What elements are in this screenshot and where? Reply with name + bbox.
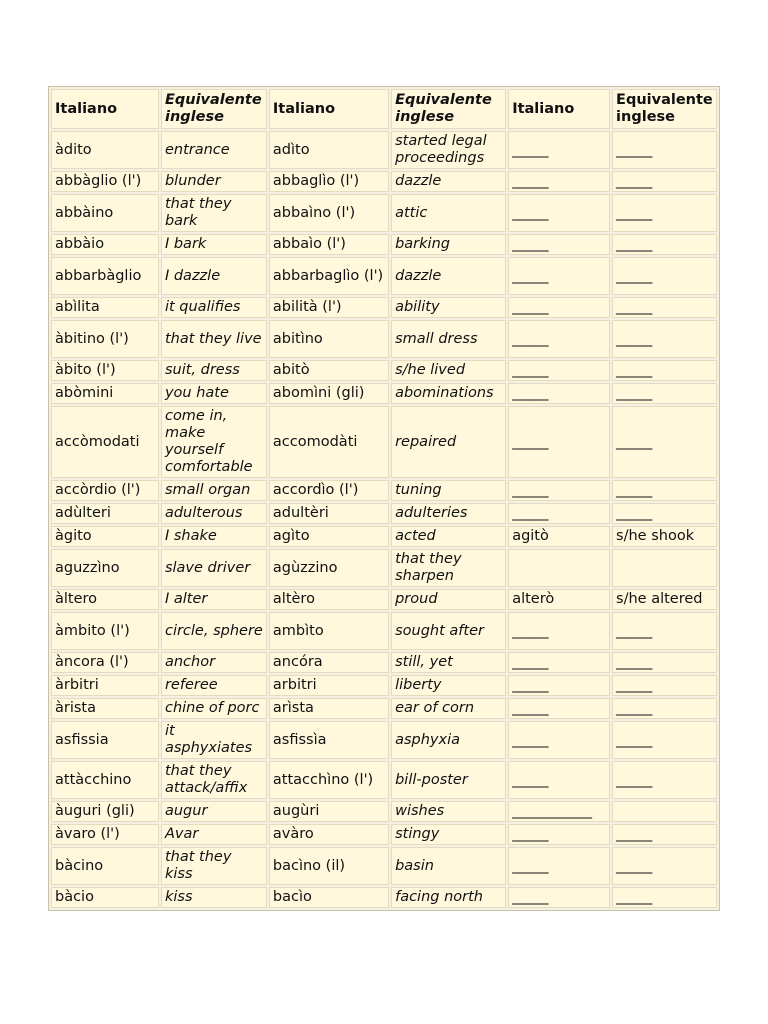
cell-inglese-3: _____ bbox=[612, 383, 717, 404]
cell-italiano-2: abbaìo (l') bbox=[269, 234, 389, 255]
cell-inglese-1: adulterous bbox=[161, 503, 267, 524]
table-row bbox=[51, 171, 717, 192]
cell-inglese-2: repaired bbox=[391, 406, 506, 478]
cell-inglese-2: stingy bbox=[391, 824, 506, 845]
cell-italiano-1: abòmini bbox=[51, 383, 159, 404]
cell-inglese-1: referee bbox=[161, 675, 267, 696]
cell-inglese-2: that they sharpen bbox=[391, 549, 506, 587]
cell-italiano-3: _____ bbox=[508, 652, 610, 673]
cell-italiano-3: _____ bbox=[508, 480, 610, 501]
cell-italiano-1: àrista bbox=[51, 698, 159, 719]
cell-italiano-1: àmbito (l') bbox=[51, 612, 159, 650]
table-row bbox=[51, 406, 717, 478]
cell-italiano-3: _____ bbox=[508, 761, 610, 799]
cell-inglese-2: ear of corn bbox=[391, 698, 506, 719]
cell-inglese-2: wishes bbox=[391, 801, 506, 822]
cell-italiano-3: _____ bbox=[508, 171, 610, 192]
cell-italiano-2: ambìto bbox=[269, 612, 389, 650]
cell-italiano-3: _____ bbox=[508, 503, 610, 524]
cell-italiano-2: adultèri bbox=[269, 503, 389, 524]
table-row bbox=[51, 612, 717, 650]
header-italiano-3: Italiano bbox=[508, 89, 610, 129]
cell-inglese-3: _____ bbox=[612, 698, 717, 719]
cell-italiano-1: abbarbàglio bbox=[51, 257, 159, 295]
cell-italiano-1: àbitino (l') bbox=[51, 320, 159, 358]
cell-inglese-3: _____ bbox=[612, 612, 717, 650]
cell-inglese-3: _____ bbox=[612, 503, 717, 524]
cell-inglese-2: tuning bbox=[391, 480, 506, 501]
cell-inglese-1: anchor bbox=[161, 652, 267, 673]
cell-italiano-3: _____ bbox=[508, 612, 610, 650]
cell-inglese-3: s/he shook bbox=[612, 526, 717, 547]
cell-inglese-2: s/he lived bbox=[391, 360, 506, 381]
cell-inglese-1: kiss bbox=[161, 887, 267, 908]
cell-inglese-1: slave driver bbox=[161, 549, 267, 587]
cell-italiano-3: ___________ bbox=[508, 801, 610, 822]
cell-italiano-1: àgito bbox=[51, 526, 159, 547]
table-row bbox=[51, 234, 717, 255]
cell-inglese-2: ability bbox=[391, 297, 506, 318]
cell-inglese-1: that they attack/affix bbox=[161, 761, 267, 799]
cell-inglese-1: augur bbox=[161, 801, 267, 822]
cell-italiano-1: attàcchino bbox=[51, 761, 159, 799]
cell-inglese-1: I bark bbox=[161, 234, 267, 255]
cell-italiano-2: abbaìno (l') bbox=[269, 194, 389, 232]
cell-italiano-3: _____ bbox=[508, 360, 610, 381]
cell-italiano-3: _____ bbox=[508, 721, 610, 759]
cell-inglese-3: _____ bbox=[612, 761, 717, 799]
cell-italiano-1: abbàio bbox=[51, 234, 159, 255]
header-row bbox=[51, 89, 717, 129]
header-equivalente-inglese-1: Equivalente inglese bbox=[161, 89, 267, 129]
cell-italiano-3: _____ bbox=[508, 257, 610, 295]
cell-inglese-1: that they kiss bbox=[161, 847, 267, 885]
cell-inglese-1: suit, dress bbox=[161, 360, 267, 381]
cell-inglese-2: dazzle bbox=[391, 171, 506, 192]
table-row bbox=[51, 194, 717, 232]
cell-italiano-2: accomodàti bbox=[269, 406, 389, 478]
cell-inglese-3: _____ bbox=[612, 675, 717, 696]
cell-italiano-2: adìto bbox=[269, 131, 389, 169]
cell-italiano-1: àrbitri bbox=[51, 675, 159, 696]
cell-italiano-3: _____ bbox=[508, 320, 610, 358]
cell-italiano-2: ancóra bbox=[269, 652, 389, 673]
cell-inglese-3: _____ bbox=[612, 131, 717, 169]
table-row bbox=[51, 824, 717, 845]
cell-italiano-1: abbàino bbox=[51, 194, 159, 232]
cell-italiano-2: agìto bbox=[269, 526, 389, 547]
cell-inglese-2: acted bbox=[391, 526, 506, 547]
cell-inglese-2: facing north bbox=[391, 887, 506, 908]
cell-inglese-2: bill-poster bbox=[391, 761, 506, 799]
cell-inglese-3 bbox=[612, 549, 717, 587]
cell-inglese-1: I alter bbox=[161, 589, 267, 610]
cell-inglese-1: Avar bbox=[161, 824, 267, 845]
cell-inglese-2: still, yet bbox=[391, 652, 506, 673]
cell-italiano-1: àbito (l') bbox=[51, 360, 159, 381]
cell-italiano-1: bàcio bbox=[51, 887, 159, 908]
cell-inglese-3 bbox=[612, 801, 717, 822]
cell-italiano-1: bàcino bbox=[51, 847, 159, 885]
table-row bbox=[51, 526, 717, 547]
header-italiano-2: Italiano bbox=[269, 89, 389, 129]
cell-italiano-1: abbàglio (l') bbox=[51, 171, 159, 192]
table-row bbox=[51, 503, 717, 524]
cell-italiano-1: àdito bbox=[51, 131, 159, 169]
cell-italiano-1: àuguri (gli) bbox=[51, 801, 159, 822]
cell-italiano-2: asfissìa bbox=[269, 721, 389, 759]
cell-inglese-3: _____ bbox=[612, 847, 717, 885]
table-row bbox=[51, 297, 717, 318]
cell-inglese-1: you hate bbox=[161, 383, 267, 404]
cell-inglese-1: entrance bbox=[161, 131, 267, 169]
table-row bbox=[51, 320, 717, 358]
cell-inglese-3: _____ bbox=[612, 297, 717, 318]
cell-inglese-1: small organ bbox=[161, 480, 267, 501]
cell-inglese-2: asphyxia bbox=[391, 721, 506, 759]
cell-italiano-2: bacìno (il) bbox=[269, 847, 389, 885]
table-row bbox=[51, 652, 717, 673]
table-row bbox=[51, 887, 717, 908]
cell-italiano-2: abitìno bbox=[269, 320, 389, 358]
cell-italiano-2: avàro bbox=[269, 824, 389, 845]
cell-inglese-1: circle, sphere bbox=[161, 612, 267, 650]
cell-italiano-3: _____ bbox=[508, 847, 610, 885]
table-row bbox=[51, 721, 717, 759]
cell-italiano-2: bacìo bbox=[269, 887, 389, 908]
cell-italiano-2: abbarbaglìo (l') bbox=[269, 257, 389, 295]
cell-inglese-2: adulteries bbox=[391, 503, 506, 524]
cell-inglese-3: _____ bbox=[612, 320, 717, 358]
cell-italiano-1: asfissia bbox=[51, 721, 159, 759]
cell-inglese-3: _____ bbox=[612, 406, 717, 478]
cell-italiano-3: _____ bbox=[508, 698, 610, 719]
header-equivalente-inglese-2: Equivalente inglese bbox=[391, 89, 506, 129]
cell-italiano-2: abitò bbox=[269, 360, 389, 381]
cell-italiano-3: agitò bbox=[508, 526, 610, 547]
table-row bbox=[51, 847, 717, 885]
cell-inglese-2: attic bbox=[391, 194, 506, 232]
cell-italiano-1: accòrdio (l') bbox=[51, 480, 159, 501]
cell-inglese-1: come in, make yourself comfortable bbox=[161, 406, 267, 478]
cell-italiano-2: abomìni (gli) bbox=[269, 383, 389, 404]
cell-italiano-2: abilità (l') bbox=[269, 297, 389, 318]
cell-inglese-3: _____ bbox=[612, 480, 717, 501]
cell-italiano-2: attacchìno (l') bbox=[269, 761, 389, 799]
cell-italiano-1: adùlteri bbox=[51, 503, 159, 524]
table-row bbox=[51, 675, 717, 696]
table-row bbox=[51, 360, 717, 381]
cell-inglese-2: liberty bbox=[391, 675, 506, 696]
cell-italiano-3: _____ bbox=[508, 824, 610, 845]
cell-italiano-1: àltero bbox=[51, 589, 159, 610]
cell-italiano-2: accordìo (l') bbox=[269, 480, 389, 501]
table-row bbox=[51, 801, 717, 822]
table-row bbox=[51, 383, 717, 404]
cell-italiano-1: àncora (l') bbox=[51, 652, 159, 673]
vocabulary-table bbox=[48, 86, 720, 911]
cell-inglese-2: basin bbox=[391, 847, 506, 885]
table-row bbox=[51, 257, 717, 295]
cell-inglese-2: abominations bbox=[391, 383, 506, 404]
cell-inglese-3: _____ bbox=[612, 887, 717, 908]
cell-inglese-3: s/he altered bbox=[612, 589, 717, 610]
cell-italiano-2: abbaglìo (l') bbox=[269, 171, 389, 192]
cell-inglese-3: _____ bbox=[612, 194, 717, 232]
table-row bbox=[51, 761, 717, 799]
cell-italiano-1: àvaro (l') bbox=[51, 824, 159, 845]
cell-inglese-1: I dazzle bbox=[161, 257, 267, 295]
cell-italiano-2: altèro bbox=[269, 589, 389, 610]
cell-inglese-3: _____ bbox=[612, 360, 717, 381]
cell-inglese-2: sought after bbox=[391, 612, 506, 650]
cell-italiano-1: aguzzìno bbox=[51, 549, 159, 587]
cell-italiano-3: _____ bbox=[508, 887, 610, 908]
cell-italiano-1: abìlita bbox=[51, 297, 159, 318]
cell-italiano-2: augùri bbox=[269, 801, 389, 822]
cell-italiano-3: alterò bbox=[508, 589, 610, 610]
cell-inglese-3: _____ bbox=[612, 721, 717, 759]
cell-inglese-3: _____ bbox=[612, 257, 717, 295]
cell-inglese-1: it qualifies bbox=[161, 297, 267, 318]
cell-inglese-2: small dress bbox=[391, 320, 506, 358]
cell-italiano-3: _____ bbox=[508, 383, 610, 404]
cell-inglese-2: barking bbox=[391, 234, 506, 255]
cell-italiano-1: accòmodati bbox=[51, 406, 159, 478]
header-equivalente-inglese-3: Equivalente inglese bbox=[612, 89, 717, 129]
cell-italiano-3 bbox=[508, 549, 610, 587]
cell-italiano-2: arìsta bbox=[269, 698, 389, 719]
cell-inglese-1: it asphyxiates bbox=[161, 721, 267, 759]
cell-italiano-2: agùzzino bbox=[269, 549, 389, 587]
table-row bbox=[51, 549, 717, 587]
cell-inglese-3: _____ bbox=[612, 652, 717, 673]
cell-italiano-3: _____ bbox=[508, 194, 610, 232]
table-row bbox=[51, 698, 717, 719]
cell-inglese-2: proud bbox=[391, 589, 506, 610]
cell-italiano-3: _____ bbox=[508, 234, 610, 255]
cell-inglese-2: dazzle bbox=[391, 257, 506, 295]
table-body bbox=[51, 131, 717, 908]
cell-inglese-3: _____ bbox=[612, 824, 717, 845]
cell-inglese-3: _____ bbox=[612, 171, 717, 192]
header-italiano-1: Italiano bbox=[51, 89, 159, 129]
cell-inglese-3: _____ bbox=[612, 234, 717, 255]
cell-italiano-2: arbitri bbox=[269, 675, 389, 696]
table-row bbox=[51, 131, 717, 169]
table-header bbox=[51, 89, 717, 129]
cell-italiano-3: _____ bbox=[508, 675, 610, 696]
cell-inglese-1: blunder bbox=[161, 171, 267, 192]
cell-italiano-3: _____ bbox=[508, 297, 610, 318]
cell-inglese-1: chine of porc bbox=[161, 698, 267, 719]
cell-inglese-1: I shake bbox=[161, 526, 267, 547]
table-row bbox=[51, 589, 717, 610]
cell-italiano-3: _____ bbox=[508, 131, 610, 169]
cell-inglese-1: that they bark bbox=[161, 194, 267, 232]
cell-italiano-3: _____ bbox=[508, 406, 610, 478]
cell-inglese-2: started legal proceedings bbox=[391, 131, 506, 169]
cell-inglese-1: that they live bbox=[161, 320, 267, 358]
table-row bbox=[51, 480, 717, 501]
